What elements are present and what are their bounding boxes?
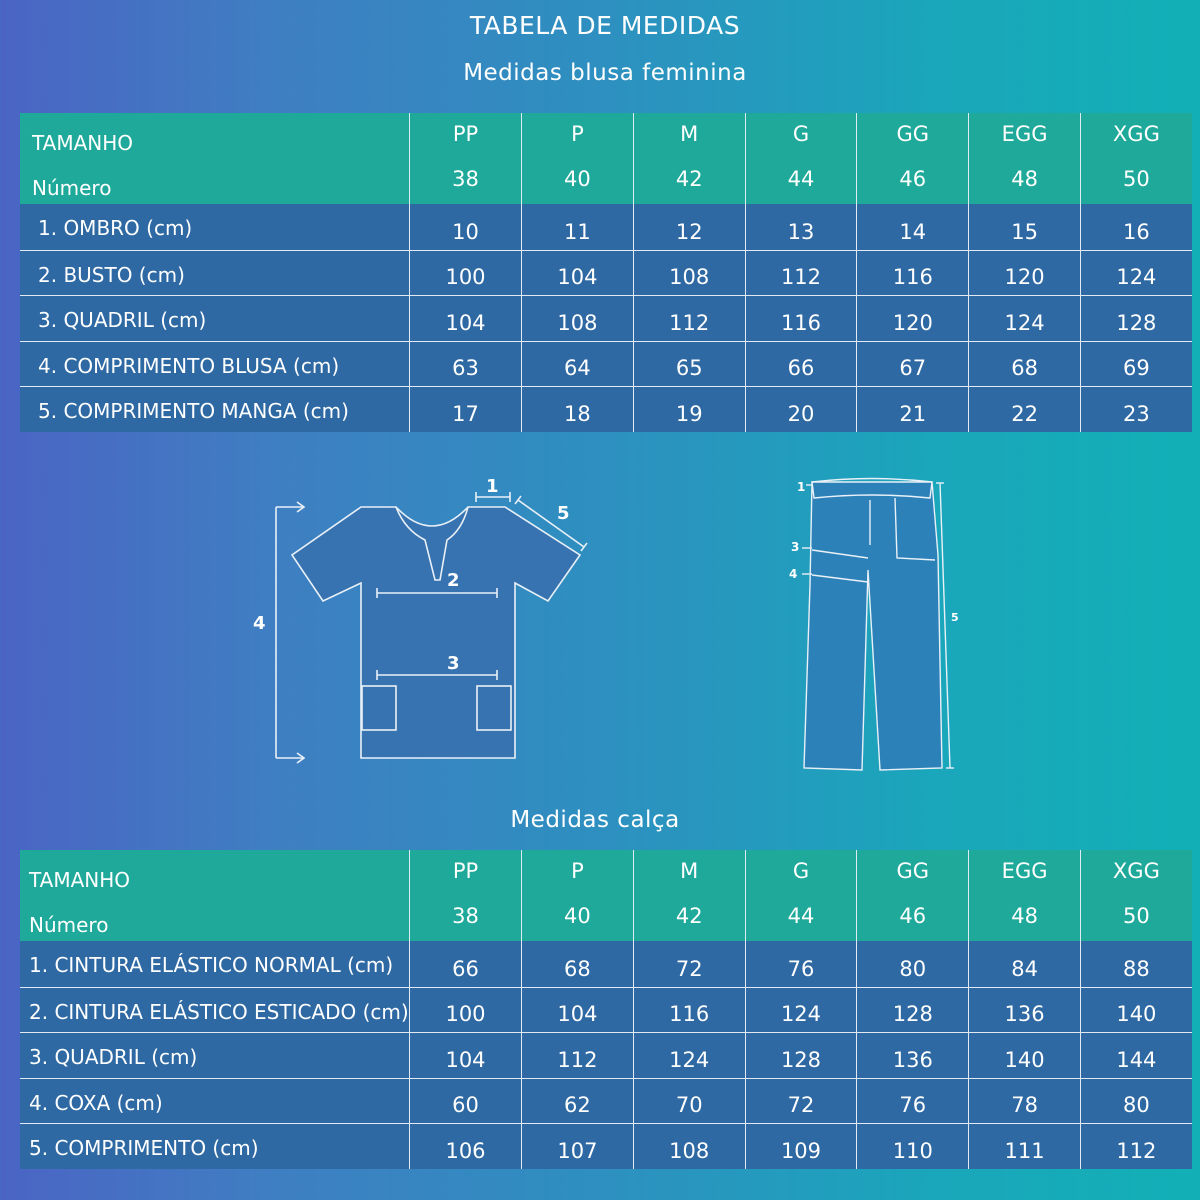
value-cell: 100	[409, 251, 521, 296]
value-cell: 124	[633, 1033, 745, 1078]
value-cell: 144	[1080, 1033, 1192, 1078]
header-label-cell: TAMANHO	[29, 867, 131, 892]
row-label-cell: 3. QUADRIL (cm)	[38, 308, 207, 332]
value-cell: 106	[409, 1124, 521, 1169]
shirt-label-2: 2	[447, 570, 460, 591]
value-cell: 11	[521, 204, 633, 250]
value-cell: 111	[968, 1124, 1080, 1169]
row-label-cell: 1. CINTURA ELÁSTICO NORMAL (cm)	[29, 953, 394, 977]
size-cell-gg: GG	[856, 113, 968, 159]
value-cell: 15	[968, 204, 1080, 250]
value-cell: 112	[521, 1033, 633, 1078]
size-cell-m: M	[633, 850, 745, 896]
number-cell: 46	[856, 159, 968, 205]
value-cell: 128	[856, 988, 968, 1033]
table-row	[20, 1123, 1192, 1169]
value-cell: 116	[745, 296, 857, 341]
value-cell: 14	[856, 204, 968, 250]
value-cell: 108	[633, 251, 745, 296]
value-cell: 68	[521, 941, 633, 987]
value-cell: 20	[745, 387, 857, 432]
number-cell: 42	[633, 896, 745, 942]
value-cell: 110	[856, 1124, 968, 1169]
value-cell: 136	[856, 1033, 968, 1078]
value-cell: 80	[1080, 1079, 1192, 1124]
number-cell: 38	[409, 159, 521, 205]
value-cell: 12	[633, 204, 745, 250]
value-cell: 112	[745, 251, 857, 296]
size-cell-pp: PP	[409, 113, 521, 159]
value-cell: 128	[1080, 296, 1192, 341]
value-cell: 19	[633, 387, 745, 432]
value-cell: 116	[856, 251, 968, 296]
row-label-cell: 5. COMPRIMENTO MANGA (cm)	[38, 399, 349, 423]
value-cell: 13	[745, 204, 857, 250]
number-cell: 50	[1080, 896, 1192, 942]
value-cell: 136	[968, 988, 1080, 1033]
value-cell: 69	[1080, 342, 1192, 387]
value-cell: 104	[409, 1033, 521, 1078]
number-label-cell: Número	[32, 176, 112, 200]
size-cell-xgg: XGG	[1080, 850, 1192, 896]
pants-label-5: 5	[951, 611, 959, 624]
size-cell-g: G	[745, 850, 857, 896]
value-cell: 68	[968, 342, 1080, 387]
value-cell: 140	[1080, 988, 1192, 1033]
value-cell: 16	[1080, 204, 1192, 250]
pants-diagram	[802, 479, 954, 771]
row-label-cell: 2. BUSTO (cm)	[38, 262, 185, 287]
shirt-diagram	[276, 492, 587, 763]
number-cell: 44	[745, 896, 857, 942]
value-cell: 76	[745, 941, 857, 987]
shirt-label-4: 4	[253, 613, 266, 634]
number-cell: 40	[521, 159, 633, 205]
value-cell: 128	[745, 1033, 857, 1078]
size-cell-m: M	[633, 113, 745, 159]
shirt-label-1: 1	[486, 476, 499, 497]
size-cell-egg: EGG	[968, 850, 1080, 896]
value-cell: 72	[633, 941, 745, 987]
size-cell-xgg: XGG	[1080, 113, 1192, 159]
value-cell: 80	[856, 941, 968, 987]
value-cell: 104	[521, 988, 633, 1033]
value-cell: 70	[633, 1079, 745, 1124]
row-label-cell: 2. CINTURA ELÁSTICO ESTICADO (cm)	[29, 999, 409, 1024]
value-cell: 116	[633, 988, 745, 1033]
value-cell: 17	[409, 387, 521, 432]
header-label-cell: TAMANHO	[32, 130, 134, 155]
number-cell: 44	[745, 159, 857, 205]
shirt-label-3: 3	[447, 653, 460, 674]
number-cell: 46	[856, 896, 968, 942]
value-cell: 78	[968, 1079, 1080, 1124]
value-cell: 107	[521, 1124, 633, 1169]
size-cell-pp: PP	[409, 850, 521, 896]
table-header-row	[20, 850, 1192, 896]
value-cell: 62	[521, 1079, 633, 1124]
value-cell: 84	[968, 941, 1080, 987]
blusa-subtitle: Medidas blusa feminina	[463, 60, 747, 86]
value-cell: 104	[521, 251, 633, 296]
pants-label-1: 1	[797, 480, 806, 494]
row-label-cell: 5. COMPRIMENTO (cm)	[29, 1136, 259, 1160]
table-row	[20, 941, 1192, 987]
value-cell: 120	[856, 296, 968, 341]
row-label-cell: 4. COXA (cm)	[29, 1090, 163, 1115]
value-cell: 60	[409, 1079, 521, 1124]
number-cell: 48	[968, 159, 1080, 205]
value-cell: 109	[745, 1124, 857, 1169]
value-cell: 22	[968, 387, 1080, 432]
number-cell: 38	[409, 896, 521, 942]
value-cell: 72	[745, 1079, 857, 1124]
pants-label-3: 3	[791, 540, 800, 554]
value-cell: 18	[521, 387, 633, 432]
value-cell: 124	[1080, 251, 1192, 296]
value-cell: 88	[1080, 941, 1192, 987]
pants-label-4: 4	[789, 567, 798, 581]
value-cell: 63	[409, 342, 521, 387]
value-cell: 124	[968, 296, 1080, 341]
table-number-row	[20, 896, 1192, 942]
row-label-cell: 3. QUADRIL (cm)	[29, 1045, 198, 1069]
page-title: TABELA DE MEDIDAS	[469, 11, 741, 40]
value-cell: 66	[409, 941, 521, 987]
shirt-label-5: 5	[557, 503, 570, 524]
value-cell: 108	[633, 1124, 745, 1169]
number-cell: 48	[968, 896, 1080, 942]
value-cell: 67	[856, 342, 968, 387]
value-cell: 112	[1080, 1124, 1192, 1169]
number-label-cell: Número	[29, 913, 109, 937]
value-cell: 64	[521, 342, 633, 387]
table-row	[20, 987, 1192, 1033]
calca-subtitle: Medidas calça	[510, 807, 680, 833]
calca-size-table	[20, 850, 1192, 1169]
table-row	[20, 1078, 1192, 1124]
value-cell: 21	[856, 387, 968, 432]
value-cell: 112	[633, 296, 745, 341]
value-cell: 140	[968, 1033, 1080, 1078]
size-cell-g: G	[745, 113, 857, 159]
row-label-cell: 1. OMBRO (cm)	[38, 216, 193, 240]
value-cell: 10	[409, 204, 521, 250]
size-cell-p: P	[521, 113, 633, 159]
size-cell-p: P	[521, 850, 633, 896]
number-cell: 42	[633, 159, 745, 205]
value-cell: 124	[745, 988, 857, 1033]
size-cell-egg: EGG	[968, 113, 1080, 159]
value-cell: 120	[968, 251, 1080, 296]
value-cell: 108	[521, 296, 633, 341]
number-cell: 50	[1080, 159, 1192, 205]
value-cell: 23	[1080, 387, 1192, 432]
row-label-cell: 4. COMPRIMENTO BLUSA (cm)	[38, 353, 340, 378]
value-cell: 76	[856, 1079, 968, 1124]
size-cell-gg: GG	[856, 850, 968, 896]
value-cell: 66	[745, 342, 857, 387]
number-cell: 40	[521, 896, 633, 942]
value-cell: 65	[633, 342, 745, 387]
table-row	[20, 1032, 1192, 1078]
value-cell: 100	[409, 988, 521, 1033]
value-cell: 104	[409, 296, 521, 341]
